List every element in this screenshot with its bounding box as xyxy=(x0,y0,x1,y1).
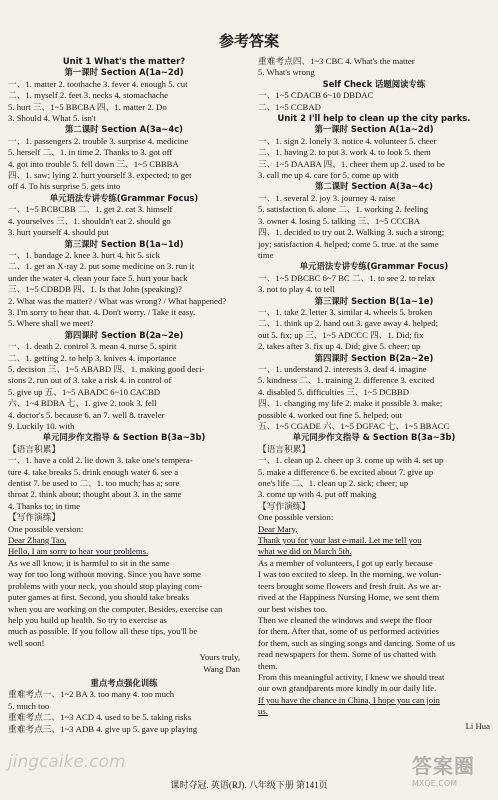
answer-line: 4. Thanks to; in time xyxy=(8,500,80,511)
answer-line: 5. herself 二、1. in time 2. Thanks to 3. got off xyxy=(8,147,173,158)
section-heading: 单元同步作文指导 & Section B(3a~3b) xyxy=(42,432,206,443)
section-heading: 第三课时 Section B(1a~1e) xyxy=(314,295,434,306)
answer-line: 重难考点四、1~3 CBC 4. What's the matter xyxy=(258,56,415,66)
answer-line: our best wishes too. xyxy=(258,603,328,614)
section-heading: 第一课时 Section A(1a~2d) xyxy=(64,67,184,78)
answer-line: 重难考点三、1~3 ADB 4. give up 5. gave up playing xyxy=(8,723,198,734)
answer-line: throat 2. think about; thought about 3. in the same xyxy=(8,489,182,500)
answer-line: If you have the chance in China, I hope you can join xyxy=(258,694,440,705)
answer-line: when you are working on the computer. Besides, exercise can xyxy=(8,603,223,614)
answer-line: 一、1. passengers 2. trouble 3. surprise 4. medicine xyxy=(8,135,189,146)
answer-line: 一、1. take 2. letter 3. similar 4. wheels 5. broken xyxy=(258,306,433,317)
answer-line: 9. Luckily 10. with xyxy=(8,421,75,431)
answer-line: Dear Zhang Tao, xyxy=(8,535,67,546)
answer-line: 重难考点二、1~3 ACD 4. used to be 5. taking risks xyxy=(8,712,192,723)
answer-line: what we did on March 5th. xyxy=(258,546,352,557)
answer-line: 5. much too xyxy=(8,700,50,711)
answer-line: 一、1. matter 2. toothache 3. fever 4. enough 5. cut xyxy=(8,78,188,89)
answer-line: Dear Mary, xyxy=(258,523,298,534)
answer-line: off 4. To his surprise 5. gets into xyxy=(8,181,121,192)
answer-line: teers brought some flowers and fresh fruit. As we ar- xyxy=(258,580,442,591)
section-heading: 单元同步作文指导 & Section B(3a~3b) xyxy=(292,432,456,443)
answer-line: 二、1. think up 2. hand out 3. gave away 4. helped; xyxy=(258,318,438,329)
answer-line: 五、1~5 CGADE 六、1~5 DGFAC 七、1~5 BBACC xyxy=(258,421,450,431)
answer-line: 5. Where shall we meet? xyxy=(8,318,94,329)
answer-line: rived at the Happiness Nursing Home, we sent them xyxy=(258,592,440,603)
answer-line: time xyxy=(258,249,274,260)
answer-line: read newspapers for them. Some of us chatted with xyxy=(258,649,436,660)
answer-line: 3. owner 4. losing 5. talking 三、1~5 CCCBA xyxy=(258,215,421,226)
answer-line: 5. make a difference 6. be excited about 7. give up xyxy=(258,466,434,477)
answer-line: 5. hurt 三、1~5 BBCBA 四、1. matter 2. Do xyxy=(8,101,167,112)
answer-line: sions 2. run out of 3. take a risk 4. in control of xyxy=(8,375,172,386)
answer-line: 4. got into trouble 5. fell down 三、1~5 CBBBA xyxy=(8,158,179,169)
answer-line: joy; satisfaction 4. helped; come 5. true. at the same xyxy=(258,238,439,249)
left-answer-column xyxy=(8,56,240,735)
answer-line: 3. I'm sorry to hear that. 4. Don't worry. / Take it easy. xyxy=(8,306,196,317)
answer-line: 5. decision 三、1~5 ABABD 四、1. making good deci- xyxy=(8,363,205,374)
answer-line: 【语言积累】 xyxy=(8,443,61,454)
answer-line: for them. After that, some of us performed activities xyxy=(258,626,439,637)
answer-line: One possible version: xyxy=(8,523,84,534)
section-heading: Unit 2 I'll help to clean up the city parks. xyxy=(277,113,471,124)
answer-line: 【写作演练】 xyxy=(258,500,311,511)
answer-line: 二、1. myself 2. feet 3. necks 4. stomachache xyxy=(8,90,168,101)
answer-line: I was too excited to sleep. In the morning, we volun- xyxy=(258,569,442,580)
section-heading: 第二课时 Section A(3a~4c) xyxy=(314,181,434,192)
section-heading: 重点考点强化训练 xyxy=(90,677,158,688)
answer-line: 3. Should 4. What 5. isn't xyxy=(8,113,96,124)
answer-line: help you build up health. So try to exercise as xyxy=(8,614,167,625)
answer-line: 3. hurt yourself 4. should put xyxy=(8,227,109,238)
answer-line: 二、1. get an X-ray 2. put some medicine on 3. run it xyxy=(8,261,195,272)
answer-line: 四、1. decided to try out 2. Walking 3. such a strong; xyxy=(258,227,445,238)
section-heading: 第三课时 Section B(1a~1d) xyxy=(64,238,184,249)
answer-line: 二、1~5 CCBAD xyxy=(258,101,321,112)
answer-line: possible 4. worked out fine 5. helped; out xyxy=(258,409,403,420)
answer-line: 重难考点一、1~2 BA 3. too many 4. too much xyxy=(8,689,175,700)
section-heading: 单元语法专讲专练(Grammar Focus) xyxy=(49,192,199,203)
answer-line: much as possible. If you follow all these tips, you'll be xyxy=(8,626,198,637)
page-footer: 课时夺冠. 英语(RJ). 八年级下册 第141页 xyxy=(170,780,328,790)
answer-line: 5. give up 五、1~5 ABADC 6~10 CACBD xyxy=(8,386,161,397)
answer-line: 【写作演练】 xyxy=(8,512,61,523)
answer-line: our own grandparents more kindly in our daily life. xyxy=(258,683,437,694)
answer-line: out 5. fix; up 三、1~5 ADCCC 四、1. Did; fix xyxy=(258,329,424,340)
answer-line: 【语言积累】 xyxy=(258,443,311,454)
answer-line: for them, such as singing songs and dancing. Some of us xyxy=(258,637,455,648)
answer-line: us. xyxy=(258,706,268,717)
section-heading: 第四课时 Section B(2a~2e) xyxy=(314,352,434,363)
answer-line: 二、1. having 2. to put 3. work 4. to look 5. them xyxy=(258,147,431,158)
answer-line: 4. yourselves 三、1. shouldn't eat 2. should go xyxy=(8,215,171,226)
answer-line: Yours truly, xyxy=(199,652,240,663)
answer-line: puter games at first. Second, you should take breaks xyxy=(8,592,189,603)
answer-line: ture 4. take breaks 5. drink enough water 6. see a xyxy=(8,466,179,477)
answer-line: 四、1. changing my life 2. make it possible 3. make; xyxy=(258,398,443,409)
answer-line: One possible version: xyxy=(258,512,334,523)
answer-line: 一、1~5 DBCBC 6~7 BC 二、1. to see 2. to relax xyxy=(258,272,436,283)
answer-line: 一、1. death 2. control 3. mean 4. nurse 5. spirit xyxy=(8,341,177,352)
answer-line: 3. come up with 4. put off making xyxy=(258,489,377,500)
answer-line: 3. call me up 4. care for 5. come up with xyxy=(258,170,399,181)
answer-line: them. xyxy=(258,660,278,671)
answer-line: 一、1~5 CDACB 6~10 DBDAC xyxy=(258,90,374,101)
answer-line: 5. kindness 二、1. training 2. difference 3. excited xyxy=(258,375,435,386)
answer-line: As we all know, it is harmful to sit in the same xyxy=(8,557,170,568)
answer-line: 三、1~5 CDBDB 四、1. Is that John (speaking)? xyxy=(8,284,182,295)
answer-line: 2. What was the matter? / What was wrong? / What happened? xyxy=(8,295,227,306)
logo-text: 答案圈 xyxy=(412,754,475,778)
site-logo xyxy=(412,750,492,790)
answer-line: 二、1. getting 2. to help 3. knives 4. importance xyxy=(8,352,177,363)
answer-line: one's life 二、1. clean up 2. sick; cheer; up xyxy=(258,478,409,489)
logo-domain: MXQE.COM xyxy=(412,779,458,788)
answer-line: Hello, I am sorry to hear your problems. xyxy=(8,546,149,557)
section-heading: Self Check 话题阅读专练 xyxy=(322,78,426,89)
answer-line: well soon! xyxy=(8,637,45,648)
answer-line: As a member of volunteers, I got up early because xyxy=(258,557,433,568)
section-heading: Unit 1 What's the matter? xyxy=(62,56,186,66)
right-answer-column xyxy=(258,56,490,732)
answer-line: way for too long without moving. Since you have some xyxy=(8,569,202,580)
answer-line: 一、1. several 2. joy 3. journey 4. raise xyxy=(258,192,396,203)
answer-line: 4. disabled 5. difficulties 三、1~5 DCBBD xyxy=(258,386,410,397)
answer-line: Then we cleaned the windows and swept the floor xyxy=(258,614,433,625)
answer-line: 2. takes after 3. fix up 4. Did; give 5. cheer; up xyxy=(258,341,421,352)
answer-line: 三、1~5 DAABA 四、1. cheer them up 2. used to be xyxy=(258,158,445,169)
answer-line: 4. doctor's 5. because 6. an 7. well 8. traveler xyxy=(8,409,165,420)
answer-line: 六、1~4 BDBA 七、1. give 2. took 3. fell xyxy=(8,398,157,409)
section-heading: 单元语法专讲专练(Grammar Focus) xyxy=(299,261,449,272)
watermark: jingcaike.com xyxy=(8,752,126,772)
answer-line: 四、1. saw; lying 2. hurt yourself 3. expected; to get xyxy=(8,170,192,181)
answer-line: 一、1~5 BCBCBB 二、1. get 2. cat 3. himself xyxy=(8,204,173,215)
answer-line: 一、1. clean up 2. cheer up 3. come up with 4. set up xyxy=(258,455,444,466)
answer-line: 一、1. have a cold 2. lie down 3. take one's tempera- xyxy=(8,455,193,466)
answer-line: Li Hua xyxy=(465,720,490,731)
answer-line: under the water 4. clean your face 5. hurt your back xyxy=(8,272,188,283)
section-heading: 第一课时 Section A(1a~2d) xyxy=(314,124,434,135)
answer-line: 一、1. bandage 2. knee 3. hurt 4. hit 5. sick xyxy=(8,249,161,260)
answer-line: Wang Dan xyxy=(203,663,240,674)
answer-line: problems with your neck, you should stop playing com- xyxy=(8,580,203,591)
answer-line: 一、1. sign 2. lonely 3. notice 4. volunteer 5. cheer xyxy=(258,135,437,146)
answer-line: dentist 7. be used to 二、1. too much; has a; sore xyxy=(8,478,180,489)
answer-line: 一、1. understand 2. interests 3. deaf 4. imagine xyxy=(258,363,427,374)
answer-line: Thank you for your last e-mail. Let me tell you xyxy=(258,535,422,546)
answer-line: 5. satisfaction 6. alone 二、1. working 2. feeling xyxy=(258,204,429,215)
section-heading: 第四课时 Section B(2a~2e) xyxy=(64,329,184,340)
page-title: 参考答案 xyxy=(218,32,279,50)
answer-line: 5. What's wrong xyxy=(258,67,315,78)
answer-line: From this meaningful activity, I knew we should treat xyxy=(258,671,445,682)
answer-line: 3. not to play 4. to tell xyxy=(258,284,335,295)
section-heading: 第二课时 Section A(3a~4c) xyxy=(64,124,184,135)
